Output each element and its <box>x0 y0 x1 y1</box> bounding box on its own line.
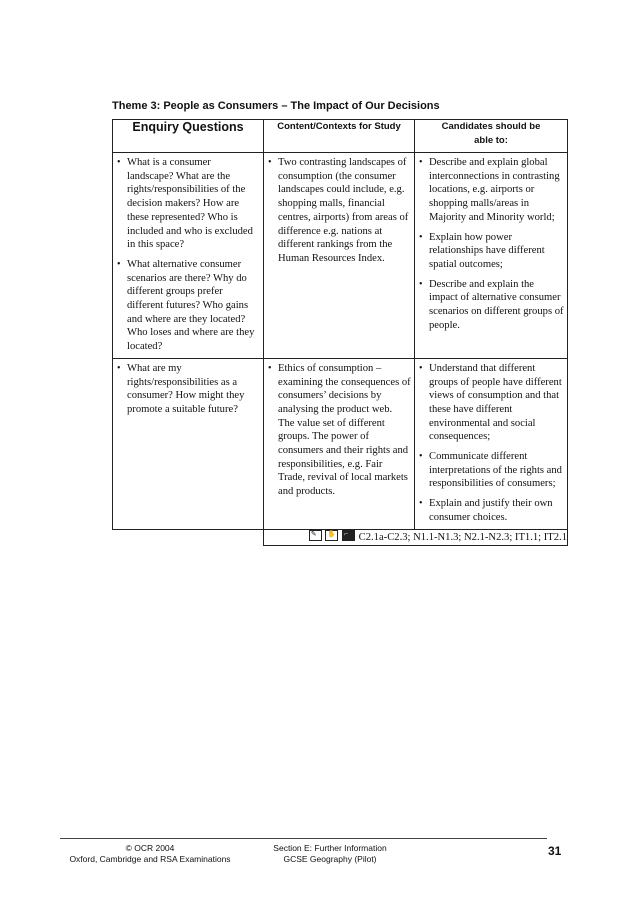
table-row <box>113 153 568 359</box>
list-item <box>117 156 257 252</box>
list-item-text: What alternative consumer scenarios are there? Why do different groups prefer different futures? Who gains and where are they located? Who loses and where are they located? <box>127 258 255 353</box>
bullet-icon: • <box>117 362 121 374</box>
empty-cell <box>113 529 264 545</box>
list-item <box>419 450 564 491</box>
footer-exam-board: Oxford, Cambridge and RSA Examinations <box>69 854 231 864</box>
footer-center <box>240 843 420 865</box>
footer-left <box>60 843 240 865</box>
outcomes-cell <box>415 358 568 529</box>
list-item-text: Describe and explain global interconnections in contrasting locations, e.g. airports or shopping malls/areas in Majority and Minority world; <box>429 157 560 223</box>
enquiry-cell <box>113 358 264 529</box>
footer-spec: GCSE Geography (Pilot) <box>283 854 377 864</box>
list-item-text: Explain and justify their own consumer choices. <box>429 498 553 523</box>
list-item <box>117 258 257 354</box>
numeracy-key-skill-icon: ✋ <box>325 530 338 541</box>
list-item-text: Two contrasting landscapes of consumption (the consumer landscapes could include, e.g. shopping malls, financial centres, airports) from areas of difference e.g. nations at different rankings from the Human Resources Index. <box>278 157 409 264</box>
list-item <box>419 278 564 333</box>
outcomes-cell <box>415 153 568 359</box>
bullet-icon: • <box>419 157 423 168</box>
bullet-icon: • <box>117 258 121 270</box>
table-header-row <box>113 120 568 153</box>
list-item-text: Explain how power relationships have different spatial outcomes; <box>429 231 545 270</box>
key-skills-row <box>113 529 568 545</box>
spec-table <box>112 119 568 546</box>
bullet-icon: • <box>268 362 272 374</box>
list-item <box>117 362 260 417</box>
header-candidates-able-to <box>415 120 568 153</box>
footer-section: Section E: Further Information <box>273 843 387 853</box>
key-skills-refs: C2.1a-C2.3; N1.1-N1.3; N2.1-N2.3; IT1.1; IT2.1 <box>358 531 567 543</box>
list-item <box>268 156 411 266</box>
list-item-text: Ethics of consumption – examining the consequences of consumers’ decisions by analysing the product web. The value set of different groups. The power of consumers and their rights and responsibilities, e.g. Fair Trade, revival of local markets and products. <box>278 362 411 498</box>
bullet-icon: • <box>419 498 423 510</box>
bullet-icon: • <box>268 157 272 168</box>
table-row <box>113 358 568 529</box>
list-item <box>419 362 564 444</box>
key-skills-cell <box>264 529 568 545</box>
list-item-text: Understand that different groups of people have different views of consumption and that these have different environmental and social consequences; <box>429 362 562 443</box>
page-number: 31 <box>548 844 562 858</box>
theme-title: Theme 3: People as Consumers – The Impact of Our Decisions <box>112 100 440 112</box>
header-candidates-label: Candidates should be able to: <box>441 121 541 146</box>
it-key-skill-icon: ⌐ <box>342 530 355 541</box>
content-cell <box>264 153 415 359</box>
bullet-icon: • <box>419 451 423 463</box>
footer-copyright: © OCR 2004 <box>125 843 175 853</box>
header-content-contexts: Content/Contexts for Study <box>264 120 415 153</box>
list-item <box>268 362 411 499</box>
list-item <box>419 231 564 272</box>
bullet-icon: • <box>419 278 423 290</box>
list-item <box>419 497 564 524</box>
list-item-text: Describe and explain the impact of alternative consumer scenarios on different groups of people. <box>429 278 564 331</box>
communication-key-skill-icon: ✎ <box>309 530 322 541</box>
footer-rule <box>60 838 547 839</box>
content-cell <box>264 358 415 529</box>
list-item-text: What are my rights/responsibilities as a consumer? How might they promote a suitable future? <box>127 362 245 415</box>
list-item <box>419 156 564 225</box>
bullet-icon: • <box>419 231 423 243</box>
list-item-text: Communicate different interpretations of the rights and responsibilities of consumers; <box>429 451 562 490</box>
bullet-icon: • <box>117 157 121 168</box>
bullet-icon: • <box>419 362 423 374</box>
enquiry-cell <box>113 153 264 359</box>
header-enquiry-questions: Enquiry Questions <box>113 120 264 153</box>
list-item-text: What is a consumer landscape? What are the rights/responsibilities of the decision makers? How are these represented? Who is included and who is excluded in this space? <box>127 157 253 251</box>
